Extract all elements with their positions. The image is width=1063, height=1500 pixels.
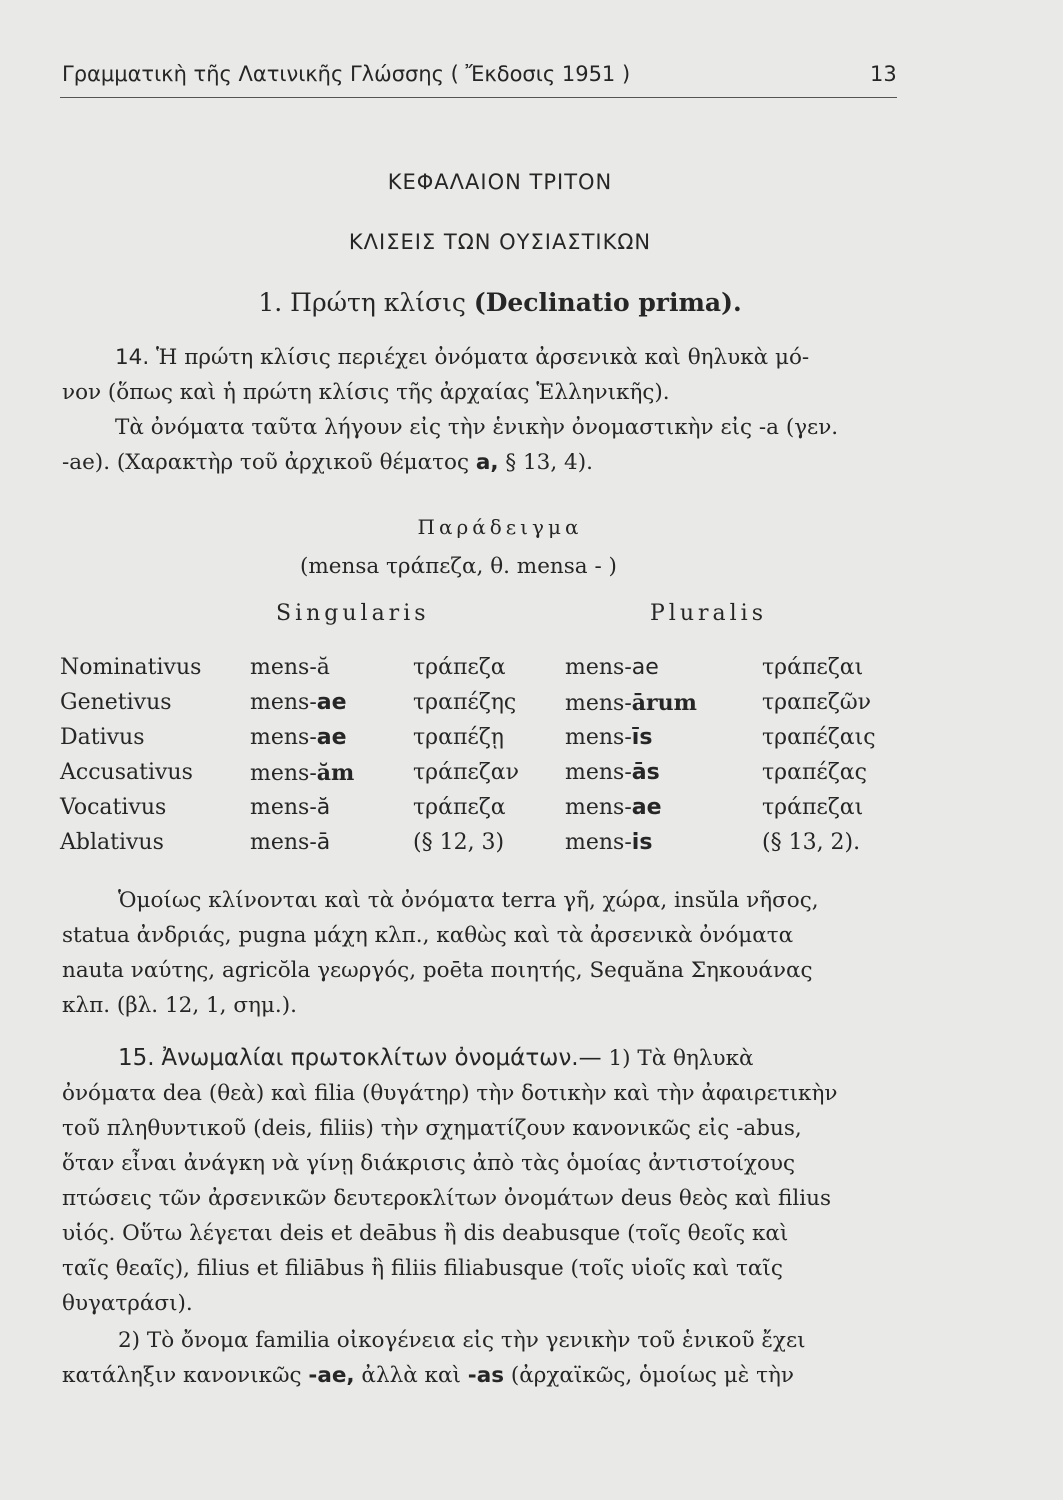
pl-greek-accusativus: τραπέζας bbox=[762, 760, 867, 785]
section-heading bbox=[0, 288, 1000, 317]
para15b-line2: κατάληξιν κανονικῶς -ae, ἀλλὰ καὶ -as (ἀρχαϊκῶς, ὁμοίως μὲ τὴν bbox=[62, 1363, 794, 1388]
para15-line1-rest: 1) Τὰ θηλυκὰ bbox=[608, 1046, 754, 1071]
pl-latin-nominativus: mens-ae bbox=[565, 655, 659, 680]
header-rule bbox=[60, 97, 897, 98]
chapter-label: ΚΕΦΑΛΑΙΟΝ ΤΡΙΤΟΝ bbox=[387, 170, 613, 194]
similar-line1: Ὁμοίως κλίνονται καὶ τὰ ὀνόματα terra γῆ, χώρα, insŭla νῆσος, bbox=[118, 888, 819, 913]
para15b-line1: 2) Τὸ ὄνομα familia οἰκογένεια εἰς τὴν γενικὴν τοῦ ἑνικοῦ ἔχει bbox=[118, 1328, 806, 1353]
para14-line4a: -ae). (Χαρακτὴρ τοῦ ἀρχικοῦ θέματος bbox=[62, 450, 470, 475]
case-vocativus: Vocativus bbox=[60, 795, 167, 820]
section-latin: (Declinatio prima). bbox=[473, 288, 742, 317]
page-number: 13 bbox=[870, 62, 897, 86]
para14-line3: Τὰ ὀνόματα ταῦτα λήγουν εἰς τὴν ἑνικὴν ὀνομαστικὴν εἰς -a (γεν. bbox=[115, 415, 839, 440]
pl-latin-genetivus: mens-ārum bbox=[565, 690, 697, 716]
case-genetivus: Genetivus bbox=[60, 690, 172, 715]
para15-line7: ταῖς θεαῖς), filius et filiābus ἢ filiis filiabusque (τοῖς υἱοῖς καὶ ταῖς bbox=[62, 1256, 783, 1281]
pl-latin-dativus: mens-īs bbox=[565, 725, 653, 750]
para15-line2: ὀνόματα dea (θεὰ) καὶ filia (θυγάτηρ) τὴν δοτικὴν καὶ τὴν ἀφαιρετικὴν bbox=[62, 1081, 838, 1106]
sg-greek-nominativus: τράπεζα bbox=[413, 655, 506, 680]
pl-latin-accusativus: mens-ās bbox=[565, 760, 660, 785]
pl-greek-ablativus: (§ 13, 2). bbox=[762, 830, 861, 855]
para15-line1 bbox=[118, 1045, 754, 1071]
para15-line6: υἱός. Οὕτω λέγεται deis et deābus ἢ dis deabusque (τοῖς θεοῖς καὶ bbox=[62, 1221, 789, 1246]
chapter-subtitle: ΚΛΙΣΕΙΣ ΤΩΝ ΟΥΣΙΑΣΤΙΚΩΝ bbox=[348, 230, 652, 254]
para15-line4: ὅταν εἶναι ἀνάγκη νὰ γίνῃ διάκρισις ἀπὸ τὰς ὁμοίας ἀντιστοίχους bbox=[62, 1151, 796, 1176]
sg-greek-ablativus: (§ 12, 3) bbox=[413, 830, 505, 855]
sg-greek-vocativus: τράπεζα bbox=[413, 795, 506, 820]
pl-greek-genetivus: τραπεζῶν bbox=[762, 690, 872, 715]
sg-latin-accusativus: mens-ăm bbox=[250, 760, 355, 786]
para15-line5: πτώσεις τῶν ἀρσενικῶν δευτεροκλίτων ὀνομάτων deus θεὸς καὶ filius bbox=[62, 1186, 832, 1211]
para14-line1 bbox=[115, 345, 809, 370]
para14-line4 bbox=[62, 450, 593, 475]
running-header: Γραμματικὴ τῆς Λατινικῆς Γλώσσης ( Ἔκδοσις 1951 ) bbox=[62, 62, 631, 86]
para14-line4b: a, bbox=[475, 450, 499, 475]
sg-greek-genetivus: τραπέζης bbox=[413, 690, 517, 715]
case-ablativus: Ablativus bbox=[60, 830, 164, 855]
pl-greek-nominativus: τράπεζαι bbox=[762, 655, 864, 680]
para14-line2: νον (ὅπως καὶ ἡ πρώτη κλίσις τῆς ἀρχαίας Ἑλληνικῆς). bbox=[62, 380, 670, 405]
sg-latin-dativus: mens-ae bbox=[250, 725, 347, 750]
pl-latin-ablativus: mens-is bbox=[565, 830, 653, 855]
pl-latin-vocativus: mens-ae bbox=[565, 795, 662, 820]
singular-header: Singularis bbox=[276, 601, 430, 626]
para14-text1: Ἡ πρώτη κλίσις περιέχει ὀνόματα ἀρσενικὰ καὶ θηλυκὰ μό- bbox=[156, 345, 810, 370]
case-dativus: Dativus bbox=[60, 725, 145, 750]
pl-greek-vocativus: τράπεζαι bbox=[762, 795, 864, 820]
paradigm-title: Παράδειγμα bbox=[417, 515, 583, 539]
sg-latin-ablativus: mens-ā bbox=[250, 830, 331, 855]
sg-latin-nominativus: mens-ă bbox=[250, 655, 330, 680]
para15-line8: θυγατράσι). bbox=[62, 1291, 193, 1316]
para15-line3: τοῦ πληθυντικοῦ (deis, filiis) τὴν σχηματίζουν κανονικῶς εἰς -abus, bbox=[62, 1116, 802, 1141]
plural-header: Pluralis bbox=[650, 601, 768, 626]
similar-line4: κλπ. (βλ. 12, 1, σημ.). bbox=[62, 993, 297, 1018]
para15-heading: Ἀνωμαλίαι πρωτοκλίτων ὀνομάτων.— bbox=[161, 1045, 602, 1071]
pl-greek-dativus: τραπέζαις bbox=[762, 725, 876, 750]
similar-line2: statua ἀνδριάς, pugna μάχη κλπ., καθὼς καὶ τὰ ἀρσενικὰ ὀνόματα bbox=[62, 923, 794, 948]
section-prefix: 1. Πρώτη κλίσις bbox=[258, 288, 466, 317]
paradigm-subtitle: (mensa τράπεζα, θ. mensa - ) bbox=[300, 554, 617, 579]
para14-number: 14. bbox=[115, 345, 150, 370]
case-nominativus: Nominativus bbox=[60, 655, 202, 680]
sg-latin-genetivus: mens-ae bbox=[250, 690, 347, 715]
sg-greek-dativus: τραπέζῃ bbox=[413, 725, 504, 750]
para14-line4c: § 13, 4). bbox=[505, 450, 593, 475]
sg-greek-accusativus: τράπεζαν bbox=[413, 760, 519, 785]
similar-line3: nauta ναύτης, agricŏla γεωργός, poēta ποιητής, Sequăna Σηκουάνας bbox=[62, 958, 813, 983]
sg-latin-vocativus: mens-ă bbox=[250, 795, 331, 820]
case-accusativus: Accusativus bbox=[60, 760, 193, 785]
para15-number: 15. bbox=[118, 1045, 155, 1071]
